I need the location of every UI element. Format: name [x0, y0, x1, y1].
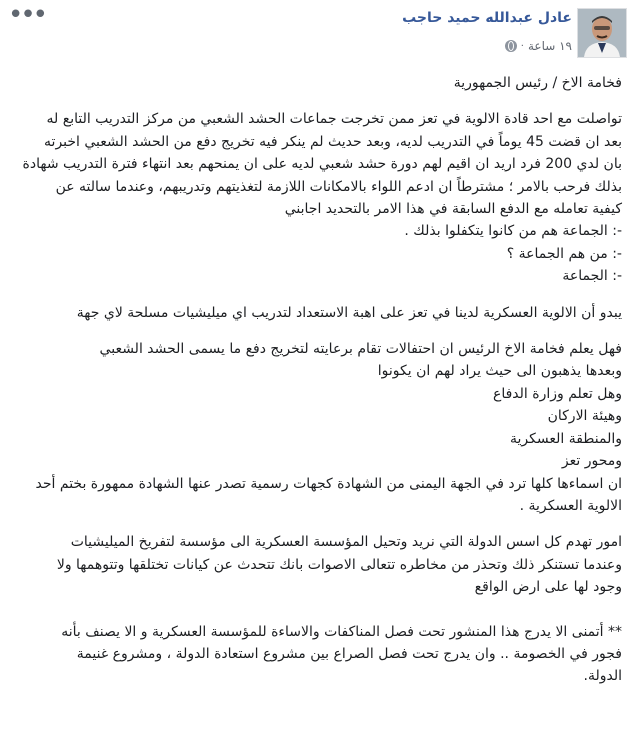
post-line: وهيئة الاركان	[547, 408, 622, 425]
more-options-icon[interactable]: •••	[8, 0, 46, 30]
post-line: -: من هم الجماعة ؟	[506, 245, 622, 262]
post-line: الدولة.	[583, 668, 622, 685]
post-line: فخامة الاخ / رئيس الجمهورية	[453, 75, 622, 91]
post-line: فجور في الخصومة .. وان يدرج تحت فصل الصراع بين مشروع استعادة الدولة ، ومشروع غنيمة	[76, 645, 622, 662]
post-line: امور تهدم كل اسس الدولة التي نريد وتحيل المؤسسة العسكرية الى مؤسسة لتفريخ الميليشيات	[70, 534, 622, 551]
post-line: فهل يعلم فخامة الاخ الرئيس ان احتفالات تقام برعايته لتخريج دفع ما يسمى الحشد الشعبي	[99, 341, 622, 358]
post-body	[18, 72, 622, 688]
post-line: تواصلت مع احد قادة الالوية في تعز ممن تخرجت جماعات الحشد الشعبي من مركز التدريب التابع له	[46, 111, 622, 128]
post-header	[0, 0, 644, 70]
post-timestamp[interactable]: ١٩ ساعة	[527, 39, 572, 53]
post-line: وبعدها يذهبون الى حيث يراد لهم ان يكونوا	[377, 363, 622, 380]
avatar[interactable]	[577, 8, 627, 58]
post-line: وجود لها على ارض الواقع	[474, 579, 622, 596]
post-line: بان لدي 200 فرد اريد ان اقيم لهم دورة حشد شعبي لديه على ان يمنحهم بعد انتهاء فترة التدريب شهادة	[22, 156, 622, 173]
post-line: يبدو أن الالوية العسكرية لدينا في تعز على اهبة الاستعداد لتدريب اي ميليشيات مسلحة لاي جهة	[76, 304, 622, 321]
globe-icon[interactable]	[505, 40, 517, 52]
post-line: وهل تعلم وزارة الدفاع	[492, 385, 622, 402]
post-line: والمنطقة العسكرية	[509, 430, 622, 447]
post-line: بذلك فرحب بالامر ؛ مشترطاً ان ادعم اللواء بالامكانات اللازمة لتغذيتهم وتدريبهم، وعندما سالته عن	[55, 178, 622, 195]
post-line: الالوية العسكرية .	[519, 497, 622, 514]
post-line: وعندما تستنكر ذلك وتحذر من مخاطره تتعالى الاصوات بانك تتحدث عن كيانات تختلقها وتتوهمها ولا	[56, 556, 622, 573]
post-line: كيفية تعامله مع الدفع السابقة في هذا الامر بالتحديد اجابني	[284, 201, 622, 218]
post-line: ومحور تعز	[561, 453, 622, 470]
post-line: -: الجماعة	[562, 268, 622, 285]
author-name[interactable]: عادل عبدالله حميد حاجب	[402, 10, 572, 26]
post-line: -: الجماعة هم من كانوا يتكفلوا بذلك .	[404, 223, 622, 240]
profile-photo	[578, 9, 626, 57]
post-line: بعد ان قضت 45 يوماً في التدريب لديه، وبعد حديث لم ينكر فيه تخريج دفع من الحشد الشعبي اخبرته	[44, 133, 622, 150]
post-meta	[505, 38, 572, 54]
post-line: ** أتمنى الا يدرج هذا المنشور تحت فصل المناكفات والاساءة للمؤسسة العسكرية و الا يصنف بأنه	[61, 623, 622, 640]
meta-separator: ·	[520, 40, 524, 52]
post-line: ان اسماءها كلها ترد في الجهة اليمنى من الشهادة كجهات رسمية تصدر عنها الشهادة ممهورة بختم أحد	[35, 475, 622, 492]
